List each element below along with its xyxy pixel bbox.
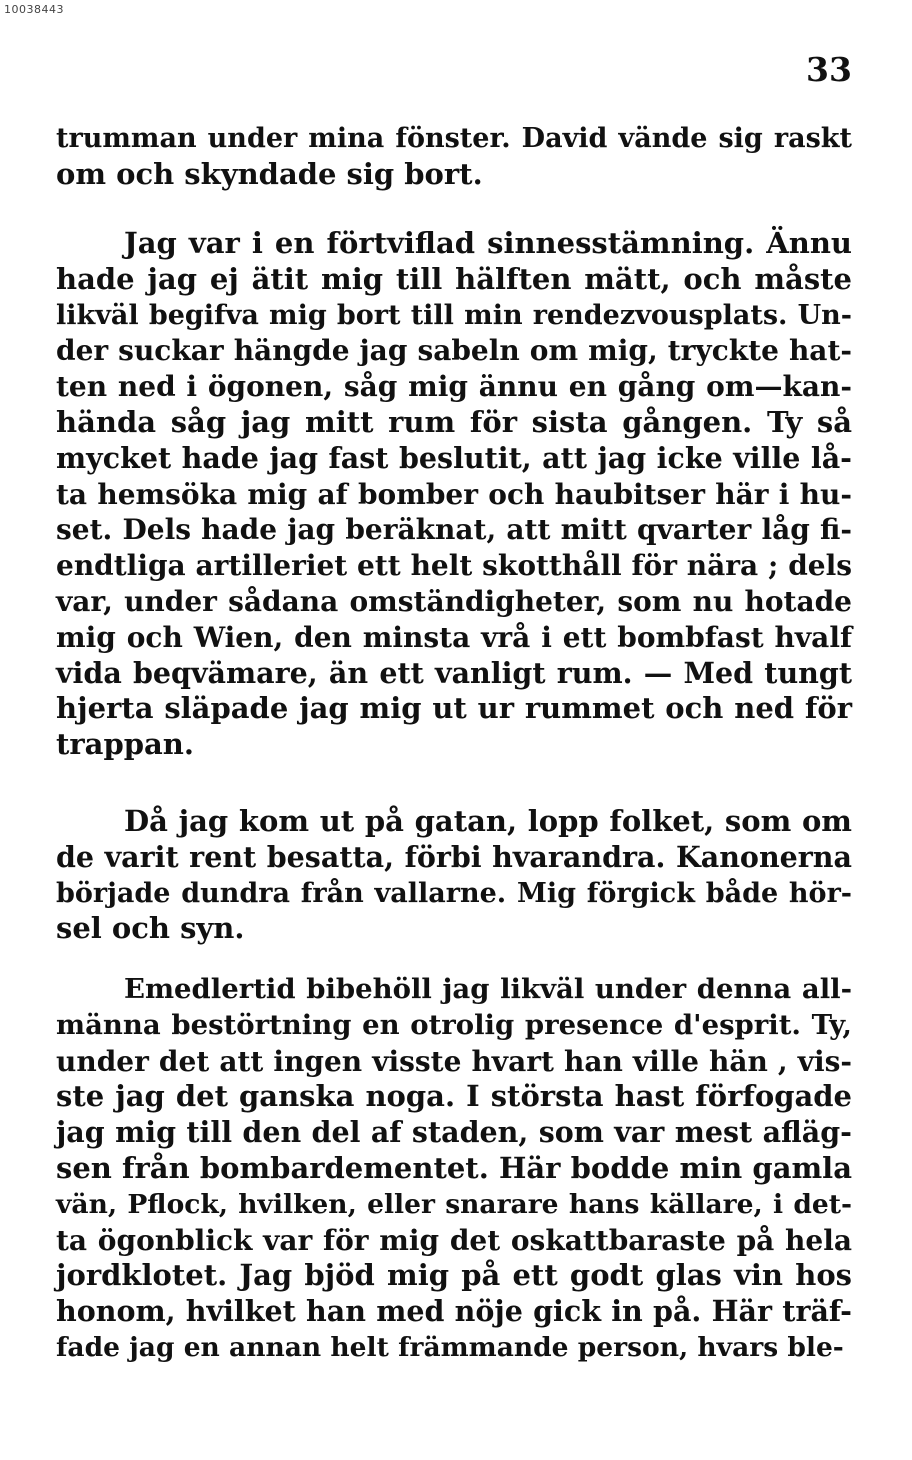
text-line: Emedlertid bibehöll jag likväl under denna all- (124, 973, 852, 1005)
text-line: trumman under mina fönster. David vände sig raskt (56, 123, 852, 154)
page-number: 33 (806, 50, 852, 89)
text-line: jordklotet. Jag bjöd mig på ett godt glas vin hos (56, 1258, 852, 1293)
text-line: mycket hade jag fast beslutit, att jag icke ville lå- (56, 440, 852, 475)
paragraph-2 (56, 226, 852, 763)
paragraph-3 (56, 804, 852, 947)
text-line: trappan. (56, 727, 194, 762)
text-line: sel och syn. (56, 911, 245, 946)
text-line: om och skyndade sig bort. (56, 156, 483, 191)
text-line: ta ögonblick var för mig det oskattbaraste på hela (56, 1223, 852, 1257)
text-line: honom, hvilket han med nöje gick in på. Här träf- (56, 1294, 852, 1329)
text-line: endtliga artilleriet ett helt skotthåll för nära ; dels (56, 549, 852, 583)
text-line: började dundra från vallarne. Mig förgick både hör- (56, 877, 852, 909)
text-line: fade jag en annan helt främmande person, hvars ble- (56, 1331, 844, 1363)
text-line: vän, Pflock, hvilken, eller snarare hans källare, i det- (56, 1188, 852, 1220)
text-line: Då jag kom ut på gatan, lopp folket, som om (124, 804, 852, 838)
text-line: sen från bombardementet. Här bodde min gamla (56, 1150, 852, 1185)
text-line: de varit rent besatta, förbi hvarandra. Kanonerna (56, 839, 852, 874)
text-line: hända såg jag mitt rum för sista gången. Ty så (56, 404, 852, 439)
text-line: mig och Wien, den minsta vrå i ett bombfast hvalf (56, 620, 852, 654)
text-line: hjerta släpade jag mig ut ur rummet och ned för (56, 691, 852, 726)
paragraph-4 (56, 972, 852, 1366)
text-line: var, under sådana omständigheter, som nu hotade (56, 584, 852, 618)
text-line: set. Dels hade jag beräknat, att mitt qvarter låg fi- (56, 513, 852, 547)
text-line: under det att ingen visste hvart han ville hän , vis- (56, 1044, 852, 1078)
text-line: ten ned i ögonen, såg mig ännu en gång om—kan- (56, 370, 852, 404)
scan-id: 10038443 (4, 3, 64, 16)
text-line: Jag var i en förtviflad sinnesstämning. Ännu (124, 226, 852, 260)
text-line: ste jag det ganska noga. I största hast förfogade (56, 1079, 852, 1114)
text-line: hade jag ej ätit mig till hälften mätt, och måste (56, 261, 852, 296)
paragraph-1 (56, 121, 852, 193)
text-line: vida beqvämare, än ett vanligt rum. — Med tungt (56, 655, 852, 690)
text-line: der suckar hängde jag sabeln om mig, tryckte hat- (56, 334, 852, 368)
text-line: ta hemsöka mig af bomber och haubitser här i hu- (56, 477, 852, 511)
text-line: jag mig till den del af staden, som var mest afläg- (56, 1115, 852, 1150)
text-line: männa bestörtning en otrolig presence d'esprit. Ty, (56, 1008, 852, 1041)
text-line: likväl begifva mig bort till min rendezvousplats. Un- (56, 299, 852, 331)
